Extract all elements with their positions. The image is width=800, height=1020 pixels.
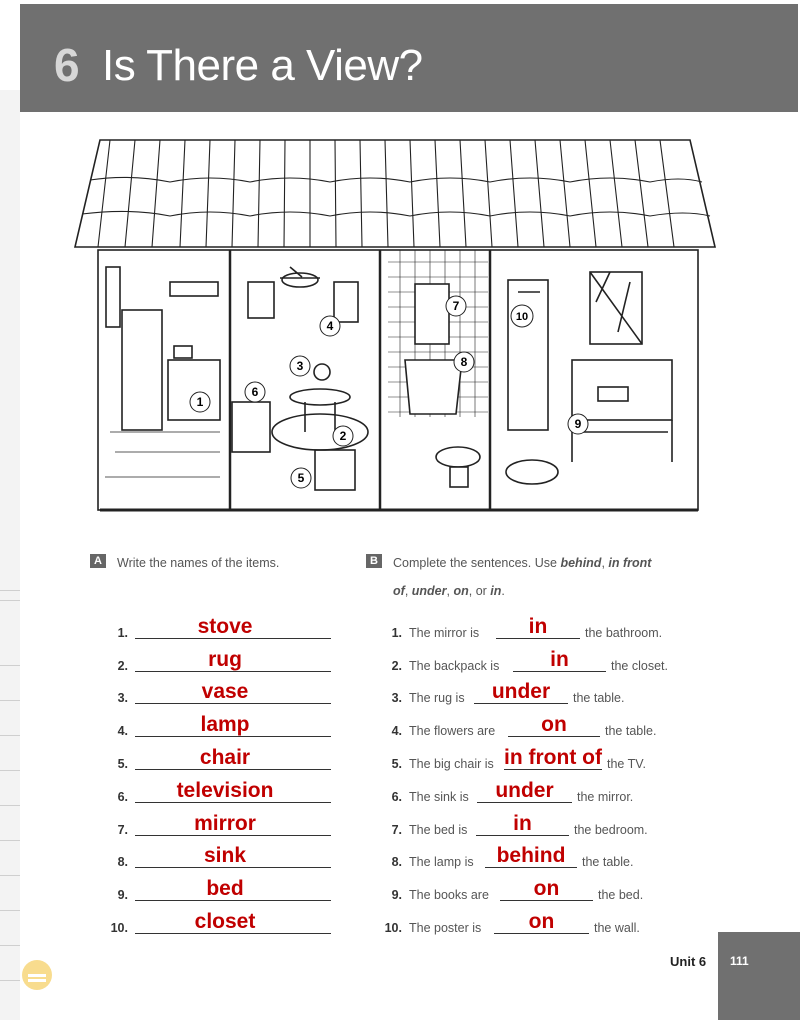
section-b-text-after: the wall. bbox=[594, 921, 640, 935]
svg-text:2: 2 bbox=[339, 429, 347, 443]
section-b-item-number: 6. bbox=[391, 790, 402, 804]
section-a-answer: sink bbox=[203, 844, 247, 867]
section-b-text-before: The sink is bbox=[409, 790, 469, 804]
house-illustration bbox=[70, 132, 720, 527]
section-b-text-after: the mirror. bbox=[577, 790, 634, 804]
section-b-instruction: Complete the sentences. Use behind, in front bbox=[393, 556, 652, 570]
section-b-text-after: the table. bbox=[605, 724, 657, 738]
section-b-text-before: The lamp is bbox=[409, 855, 474, 869]
section-b-text-after: the bedroom. bbox=[574, 823, 648, 837]
section-b-item-number: 2. bbox=[391, 659, 402, 673]
lock-logo-icon bbox=[20, 958, 54, 992]
section-b-text-after: the bed. bbox=[598, 888, 644, 902]
section-b-item-number: 1. bbox=[391, 626, 402, 640]
section-b-text-after: the closet. bbox=[611, 659, 668, 673]
section-a-item-number: 6. bbox=[117, 790, 128, 804]
callout-3 bbox=[290, 356, 310, 376]
section-a-answer: vase bbox=[201, 680, 249, 703]
svg-text:7: 7 bbox=[452, 299, 460, 313]
section-b-item-number: 3. bbox=[391, 691, 402, 705]
section-b-text-before: The bed is bbox=[409, 823, 468, 837]
section-a-answer: rug bbox=[208, 648, 242, 671]
callout-4 bbox=[320, 316, 340, 336]
footer-unit-label: Unit 6 bbox=[670, 954, 707, 969]
section-b-item-number: 5. bbox=[391, 757, 402, 771]
unit-number: 6 bbox=[54, 39, 80, 91]
section-b-answer: in bbox=[528, 615, 548, 638]
section-b-answer: in bbox=[513, 812, 532, 835]
section-a-item-number: 1. bbox=[117, 626, 128, 640]
section-a-item-number: 5. bbox=[117, 757, 128, 771]
footer-page-box bbox=[718, 932, 800, 1020]
section-b-text-before: The backpack is bbox=[409, 659, 500, 673]
svg-text:9: 9 bbox=[574, 417, 582, 431]
svg-text:4: 4 bbox=[326, 319, 334, 333]
page-title: Is There a View? bbox=[102, 41, 423, 90]
callout-10 bbox=[511, 305, 533, 327]
unit-header bbox=[20, 4, 798, 112]
section-b-answer: under bbox=[495, 779, 554, 802]
section-b-item-number: 7. bbox=[391, 823, 402, 837]
section-a-answer: chair bbox=[199, 746, 251, 769]
section-b-item-number: 4. bbox=[391, 724, 402, 738]
section-b-answer: in front of bbox=[504, 746, 602, 769]
section-a-badge: A bbox=[90, 554, 106, 568]
section-b-text-before: The big chair is bbox=[409, 757, 494, 771]
svg-text:10: 10 bbox=[515, 311, 529, 323]
section-b-text-before: The mirror is bbox=[409, 626, 480, 640]
page-number: 111 bbox=[730, 954, 749, 968]
section-a-answer: lamp bbox=[200, 713, 250, 736]
section-b-item-number: 8. bbox=[391, 855, 402, 869]
callout-6 bbox=[245, 382, 265, 402]
section-b-answer: under bbox=[491, 680, 551, 703]
section-b-item-number: 9. bbox=[391, 888, 402, 902]
callout-2 bbox=[333, 426, 353, 446]
section-a-answer: stove bbox=[197, 615, 253, 638]
section-b-badge: B bbox=[366, 554, 382, 568]
section-a-item-number: 2. bbox=[117, 659, 128, 673]
section-b-text-before: The poster is bbox=[409, 921, 482, 935]
section-a-item-number: 8. bbox=[117, 855, 128, 869]
svg-text:1: 1 bbox=[196, 395, 204, 409]
section-b-instruction-cont: of, under, on, or in. bbox=[393, 584, 505, 598]
section-b-text-before: The books are bbox=[409, 888, 489, 902]
section-a-item-number: 10. bbox=[110, 921, 128, 935]
section-b-answer: on bbox=[528, 910, 555, 933]
section-b-text-after: the table. bbox=[582, 855, 634, 869]
section-b-text-after: the TV. bbox=[607, 757, 646, 771]
section-a-instruction: Write the names of the items. bbox=[117, 556, 280, 570]
section-a-answer: bed bbox=[206, 877, 244, 900]
callout-7 bbox=[446, 296, 466, 316]
section-b-answer: on bbox=[541, 713, 567, 736]
callout-8 bbox=[454, 352, 474, 372]
section-b-answer: on bbox=[533, 877, 560, 900]
section-b-text-after: the bathroom. bbox=[585, 626, 663, 640]
section-b-text-before: The rug is bbox=[409, 691, 465, 705]
svg-text:6: 6 bbox=[251, 385, 259, 399]
section-a-item-number: 9. bbox=[117, 888, 128, 902]
section-a-item-number: 3. bbox=[117, 691, 128, 705]
callout-5 bbox=[291, 468, 311, 488]
section-b-text-before: The flowers are bbox=[409, 724, 496, 738]
section-a-item-number: 7. bbox=[117, 823, 128, 837]
section-b-item-number: 10. bbox=[384, 921, 402, 935]
section-a-item-number: 4. bbox=[117, 724, 128, 738]
section-a-answer: mirror bbox=[194, 812, 256, 835]
page-edge-strip bbox=[0, 90, 20, 1020]
callout-1 bbox=[190, 392, 210, 412]
svg-text:8: 8 bbox=[460, 355, 468, 369]
section-b-answer: behind bbox=[496, 844, 566, 867]
svg-text:3: 3 bbox=[296, 359, 304, 373]
section-a-answer: television bbox=[176, 779, 274, 802]
callout-9 bbox=[568, 414, 588, 434]
section-a-answer: closet bbox=[194, 910, 256, 933]
section-b-text-after: the table. bbox=[573, 691, 625, 705]
section-b-answer: in bbox=[550, 648, 569, 671]
svg-text:5: 5 bbox=[297, 471, 305, 485]
